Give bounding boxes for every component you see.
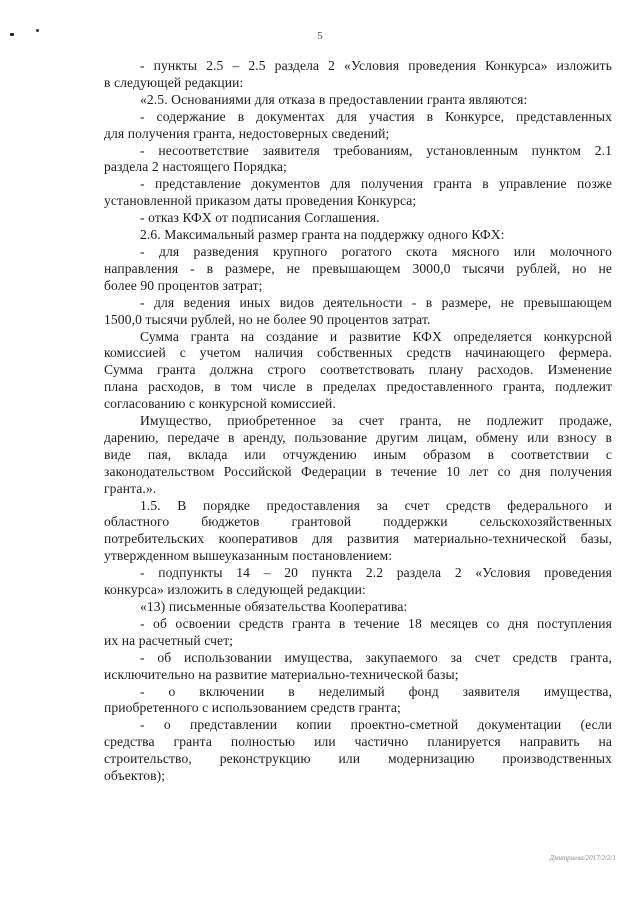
text-line: - несоответствие заявителя требованиям, установленным пунктом 2.1 xyxy=(140,142,612,158)
text-line: - представление документов для получения гранта в управление позже xyxy=(140,176,612,192)
text-line: для получения гранта, недостоверных сведений; xyxy=(104,125,390,141)
text-line: 2.6. Максимальный размер гранта на поддержку одного КФХ: xyxy=(140,227,505,243)
text-line: утвержденном вышеуказанным постановлением: xyxy=(104,548,393,564)
text-line: областного бюджетов грантовой поддержки сельскохозяйственных xyxy=(104,514,612,530)
page-number: 5 xyxy=(317,30,323,42)
text-line: «13) письменные обязательства Кооператива: xyxy=(140,599,408,614)
text-line: - об освоении средств гранта в течение 18 месяцев со дня поступления xyxy=(140,615,612,631)
text-line: гранта.». xyxy=(104,480,157,496)
text-line: конкурса» изложить в следующей редакции: xyxy=(104,582,366,598)
document-body xyxy=(104,58,612,785)
text-line: приобретенного с использованием средств гранта; xyxy=(104,700,401,716)
text-line: - о представлении копии проектно-сметной документации (если xyxy=(140,717,612,733)
text-line: - отказ КФХ от подписания Соглашения. xyxy=(140,210,380,226)
text-line: - подпункты 14 – 20 пункта 2.2 раздела 2 «Условия проведения xyxy=(140,565,612,581)
text-line: - содержание в документах для участия в Конкурсе, представленных xyxy=(140,108,612,124)
text-line: плана расходов, в том числе в пределах предоставленного гранта, подлежит xyxy=(104,379,612,395)
text-line: более 90 процентов затрат; xyxy=(104,277,263,293)
text-line: раздела 2 настоящего Порядка; xyxy=(104,159,287,175)
text-line: - для ведения иных видов деятельности - в размере, не превышающем xyxy=(140,294,612,310)
text-line: - пункты 2.5 – 2.5 раздела 2 «Условия проведения Конкурса» изложить xyxy=(140,58,612,73)
text-line: согласованию с конкурсной комиссией. xyxy=(104,396,336,412)
text-line: 1500,0 тысячи рублей, но не более 90 процентов затрат. xyxy=(104,311,431,327)
text-line: - об использовании имущества, закупаемого за счет средств гранта, xyxy=(140,649,612,665)
text-line: объектов); xyxy=(104,768,166,784)
text-line: средства гранта полностью или частично планируется направить на xyxy=(104,734,612,750)
text-line: потребительских кооперативов для развития материально-технической базы, xyxy=(104,531,612,547)
text-line: направления - в размере, не превышающем 3000,0 тысячи рублей, но не xyxy=(104,260,612,276)
text-line: - о включении в неделимый фонд заявителя имущества, xyxy=(140,683,612,699)
text-line: исключительно на развитие материально-технической базы; xyxy=(104,666,459,682)
text-line: комиссией с учетом наличия собственных средств начинающего фермера. xyxy=(104,345,612,361)
text-line: строительство, реконструкцию или модернизацию производственных xyxy=(104,751,612,767)
footer-code: Дмитриева/2017/2/2/1 xyxy=(549,854,616,862)
text-line: дарению, передаче в аренду, пользование другим лицам, обмену или взносу в xyxy=(104,429,612,445)
text-line: виде пая, вклада или отчуждению иным образом в соответствии с xyxy=(104,446,612,462)
text-line: законодательством Российской Федерации в течение 10 лет со дня получения xyxy=(104,463,612,479)
text-line: установленной приказом даты проведения Конкурса; xyxy=(104,193,417,209)
text-line: Сумма гранта должна строго соответствовать плану расходов. Изменение xyxy=(104,362,612,378)
text-line: «2.5. Основаниями для отказа в предоставлении гранта являются: xyxy=(140,91,528,107)
text-line: Сумма гранта на создание и развитие КФХ определяется конкурсной xyxy=(140,328,612,344)
text-line: - для разведения крупного рогатого скота мясного или молочного xyxy=(140,243,612,259)
text-line: 1.5. В порядке предоставления за счет средств федерального и xyxy=(140,497,612,513)
text-line: их на расчетный счет; xyxy=(104,632,234,648)
text-line: Имущество, приобретенное за счет гранта, не подлежит продаже, xyxy=(140,413,612,429)
text-line: в следующей редакции: xyxy=(104,74,244,90)
